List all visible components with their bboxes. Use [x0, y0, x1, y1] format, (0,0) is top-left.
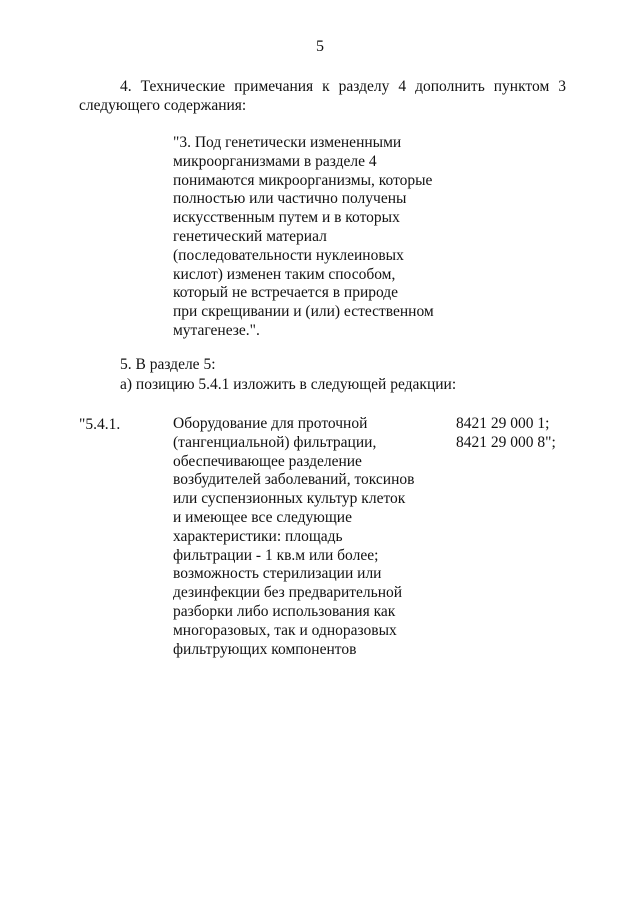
quote-line: при скрещивании и (или) естественном: [173, 303, 434, 321]
quote-line: который не встречается в природе: [173, 284, 399, 302]
description-line: или суспензионных культур клеток: [173, 490, 406, 508]
description-line: дезинфекции без предварительной: [173, 584, 403, 602]
tn-ved-codes: [456, 415, 556, 453]
section-4-line-1: 4. Технические примечания к разделу 4 дополнить пунктом 3: [120, 78, 566, 95]
description-line: обеспечивающее разделение: [173, 452, 362, 470]
page-number: 5: [316, 38, 324, 55]
quote-line: искусственным путем и в которых: [173, 209, 400, 227]
description-line: многоразовых, так и одноразовых: [173, 621, 397, 639]
section-4-paragraph: [79, 77, 566, 115]
description-line: фильтрующих компонентов: [173, 640, 357, 658]
description-line: Оборудование для проточной: [173, 415, 368, 432]
technical-note-quote: [173, 134, 473, 341]
tn-ved-code: 8421 29 000 8";: [456, 433, 556, 451]
section-4-line-2: следующего содержания:: [79, 97, 247, 114]
description-line: фильтрации - 1 кв.м или более;: [173, 546, 379, 564]
quote-line: мутагенезе.".: [173, 321, 260, 339]
quote-line: "3. Под генетически измененными: [173, 134, 402, 151]
quote-line: (последовательности нуклеиновых: [173, 246, 404, 264]
quote-line: понимаются микроорганизмы, которые: [173, 171, 433, 189]
section-5-subitem: а) позицию 5.4.1 изложить в следующей редакции:: [120, 376, 457, 393]
description-line: разборки либо использования как: [173, 602, 396, 620]
item-code: "5.4.1.: [79, 416, 121, 433]
quote-line: полностью или частично получены: [173, 190, 407, 208]
quote-line: генетический материал: [173, 227, 327, 245]
description-line: и имеющее все следующие: [173, 508, 352, 526]
quote-line: кислот) изменен таким способом,: [173, 265, 396, 283]
section-5-title: 5. В разделе 5:: [120, 356, 216, 373]
description-line: возбудителей заболеваний, токсинов: [173, 471, 415, 489]
description-line: характеристики: площадь: [173, 527, 343, 545]
quote-line: микроорганизмами в разделе 4: [173, 152, 377, 170]
description-line: возможность стерилизации или: [173, 565, 382, 583]
description-line: (тангенциальной) фильтрации,: [173, 433, 377, 451]
item-description: [173, 415, 443, 659]
tn-ved-code: 8421 29 000 1;: [456, 415, 550, 432]
